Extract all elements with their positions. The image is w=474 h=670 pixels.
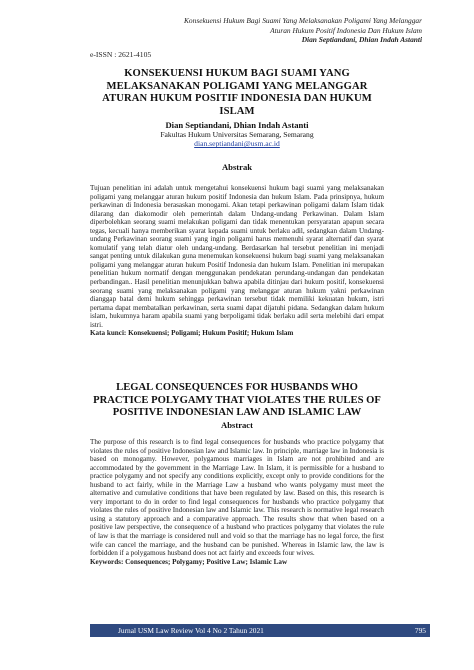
running-head xyxy=(92,16,422,45)
abstrak-heading: Abstrak xyxy=(221,162,253,172)
page-number: 795 xyxy=(414,626,426,635)
author-names: Dian Septiandani, Dhian Indah Astanti xyxy=(165,120,309,130)
running-head-authors: Dian Septiandani, Dhian Indah Astanti xyxy=(301,35,422,44)
abstrak-section xyxy=(90,184,384,338)
abstrak-keywords: Kata kunci: Konsekuensi; Poligami; Hukum Positif; Hukum Islam xyxy=(90,329,294,338)
abstract-section xyxy=(90,438,384,566)
abstract-heading: Abstract xyxy=(221,420,253,430)
paper-title-english: LEGAL CONSEQUENCES FOR HUSBANDS WHO PRACTICE POLYGAMY THAT VIOLATES THE RULES OF POSITIVE INDONESIAN LAW AND ISLAMIC LAW xyxy=(93,382,381,419)
footer-journal-name: Jurnal USM Law Review Vol 4 No 2 Tahun 2021 xyxy=(118,626,264,635)
abstrak-paragraph: Tujuan penelitian ini adalah untuk mengetahui konsekuensi hukum bagi suami yang melaksanakan poligami yang melanggar aturan hukum positif Indonesia dan hukum Islam. Pada prinsipnya, hukum perkawinan di Indonesia berasaskan monogami. Akan tetapi perkawinan poligami dalam Islam tidak dilarang dan diakomodir oleh pemerintah dalam Undang-undang Perkawinan. Dalam Islam diperbolehkan seorang suami melakukan poligami dan tidak menentukan persyaratan apapun secara tegas, kecuali hanya memberikan syarat kepada suami untuk berlaku adil, sedangkan dalam Undang-undang Perkawinan seorang suami yang ingin poligami harus memenuhi syarat alternatif dan syarat komulatif yang telah diatur oleh undang-undang. Berdasarkan hal tersebut penelitian ini menjadi sangat penting untuk dilakukan guna menemukan konsekuensi hukum bagi suami yang melaksanakan poligami yang melanggar aturan hukum Positif Indonesia dan hukum Islam. Penelitian ini merupakan penelitian hukum normatif dengan menggunakan pendekatan perundang-undangan dan pendekatan perbandingan.. Hasil penelitian menunjukkan bahwa apabila ditinjau dari hukum positif, konsekuensi seorang suami yang melaksanakan poligami yang melanggar aturan hukum yakni perkawinan dianggap batal demi hukum sehingga perkawinan tersebut tidak memiliki kekuatan hukum, istri pertama dapat membatalkan perkawinan, serta suami dapat dijatuhi pidana. Sedangkan dalam hukum islam, hukumnya haram apabila suami yang berpoligami tidak berlaku adil serta melebihi dari empat istri. xyxy=(90,184,384,329)
running-head-line-1: Konsekuensi Hukum Bagi Suami Yang Melaksanakan Poligami Yang Melanggar xyxy=(184,16,422,25)
abstract-keywords: Keywords: Consequences; Polygamy; Positive Law; Islamic Law xyxy=(90,557,288,566)
author-block xyxy=(88,120,386,149)
author-email-link[interactable]: dian.septiandani@usm.ac.id xyxy=(194,139,280,149)
paper-title-indonesian: KONSEKUENSI HUKUM BAGI SUAMI YANG MELAKSANAKAN POLIGAMI YANG MELANGGAR ATURAN HUKUM POSITIF INDONESIA DAN HUKUM ISLAM xyxy=(102,68,372,117)
footer-bar xyxy=(90,624,430,637)
issn-label: e-ISSN : 2621-4105 xyxy=(90,50,152,59)
abstract-paragraph: The purpose of this research is to find legal consequences for husbands who practice polygamy that violates the rules of positive Indonesian law and Islamic law. In principle, marriage law in Indonesia is based on monogamy. However, polygamous marriages in Islam are not prohibited and are accommodated by the government in the Marriage Law. In Islam, it is permissible for a husband to practice polygamy and not specify any conditions explicitly, except only to provide conditions for the husband to act fairly, while in the Marriage Law a husband who wants polygamy must meet the alternative and cumulative conditions that have been regulated by law. Based on this, this research is very important to do in order to find legal consequences for husbands who practice polygamy that violates the rules of positive Indonesian law and Islamic law. This research is normative legal research using a statutory approach and a comparative approach. The results show that when based on a positive law perspective, the consequence of a husband who practices polygamy that violates the rule of law is that the marriage is considered null and void so that the marriage has no legal force, the first wife can cancel the marriage, and the husband can be punished. Whereas in Islamic law, the law is forbidden if a polygamous husband does not act fairly and exceeds four wives. xyxy=(90,438,384,558)
author-affiliation: Fakultas Hukum Universitas Semarang, Semarang xyxy=(160,130,314,139)
running-head-line-2: Aturan Hukum Positif Indonesia Dan Hukum Islam xyxy=(270,25,422,35)
